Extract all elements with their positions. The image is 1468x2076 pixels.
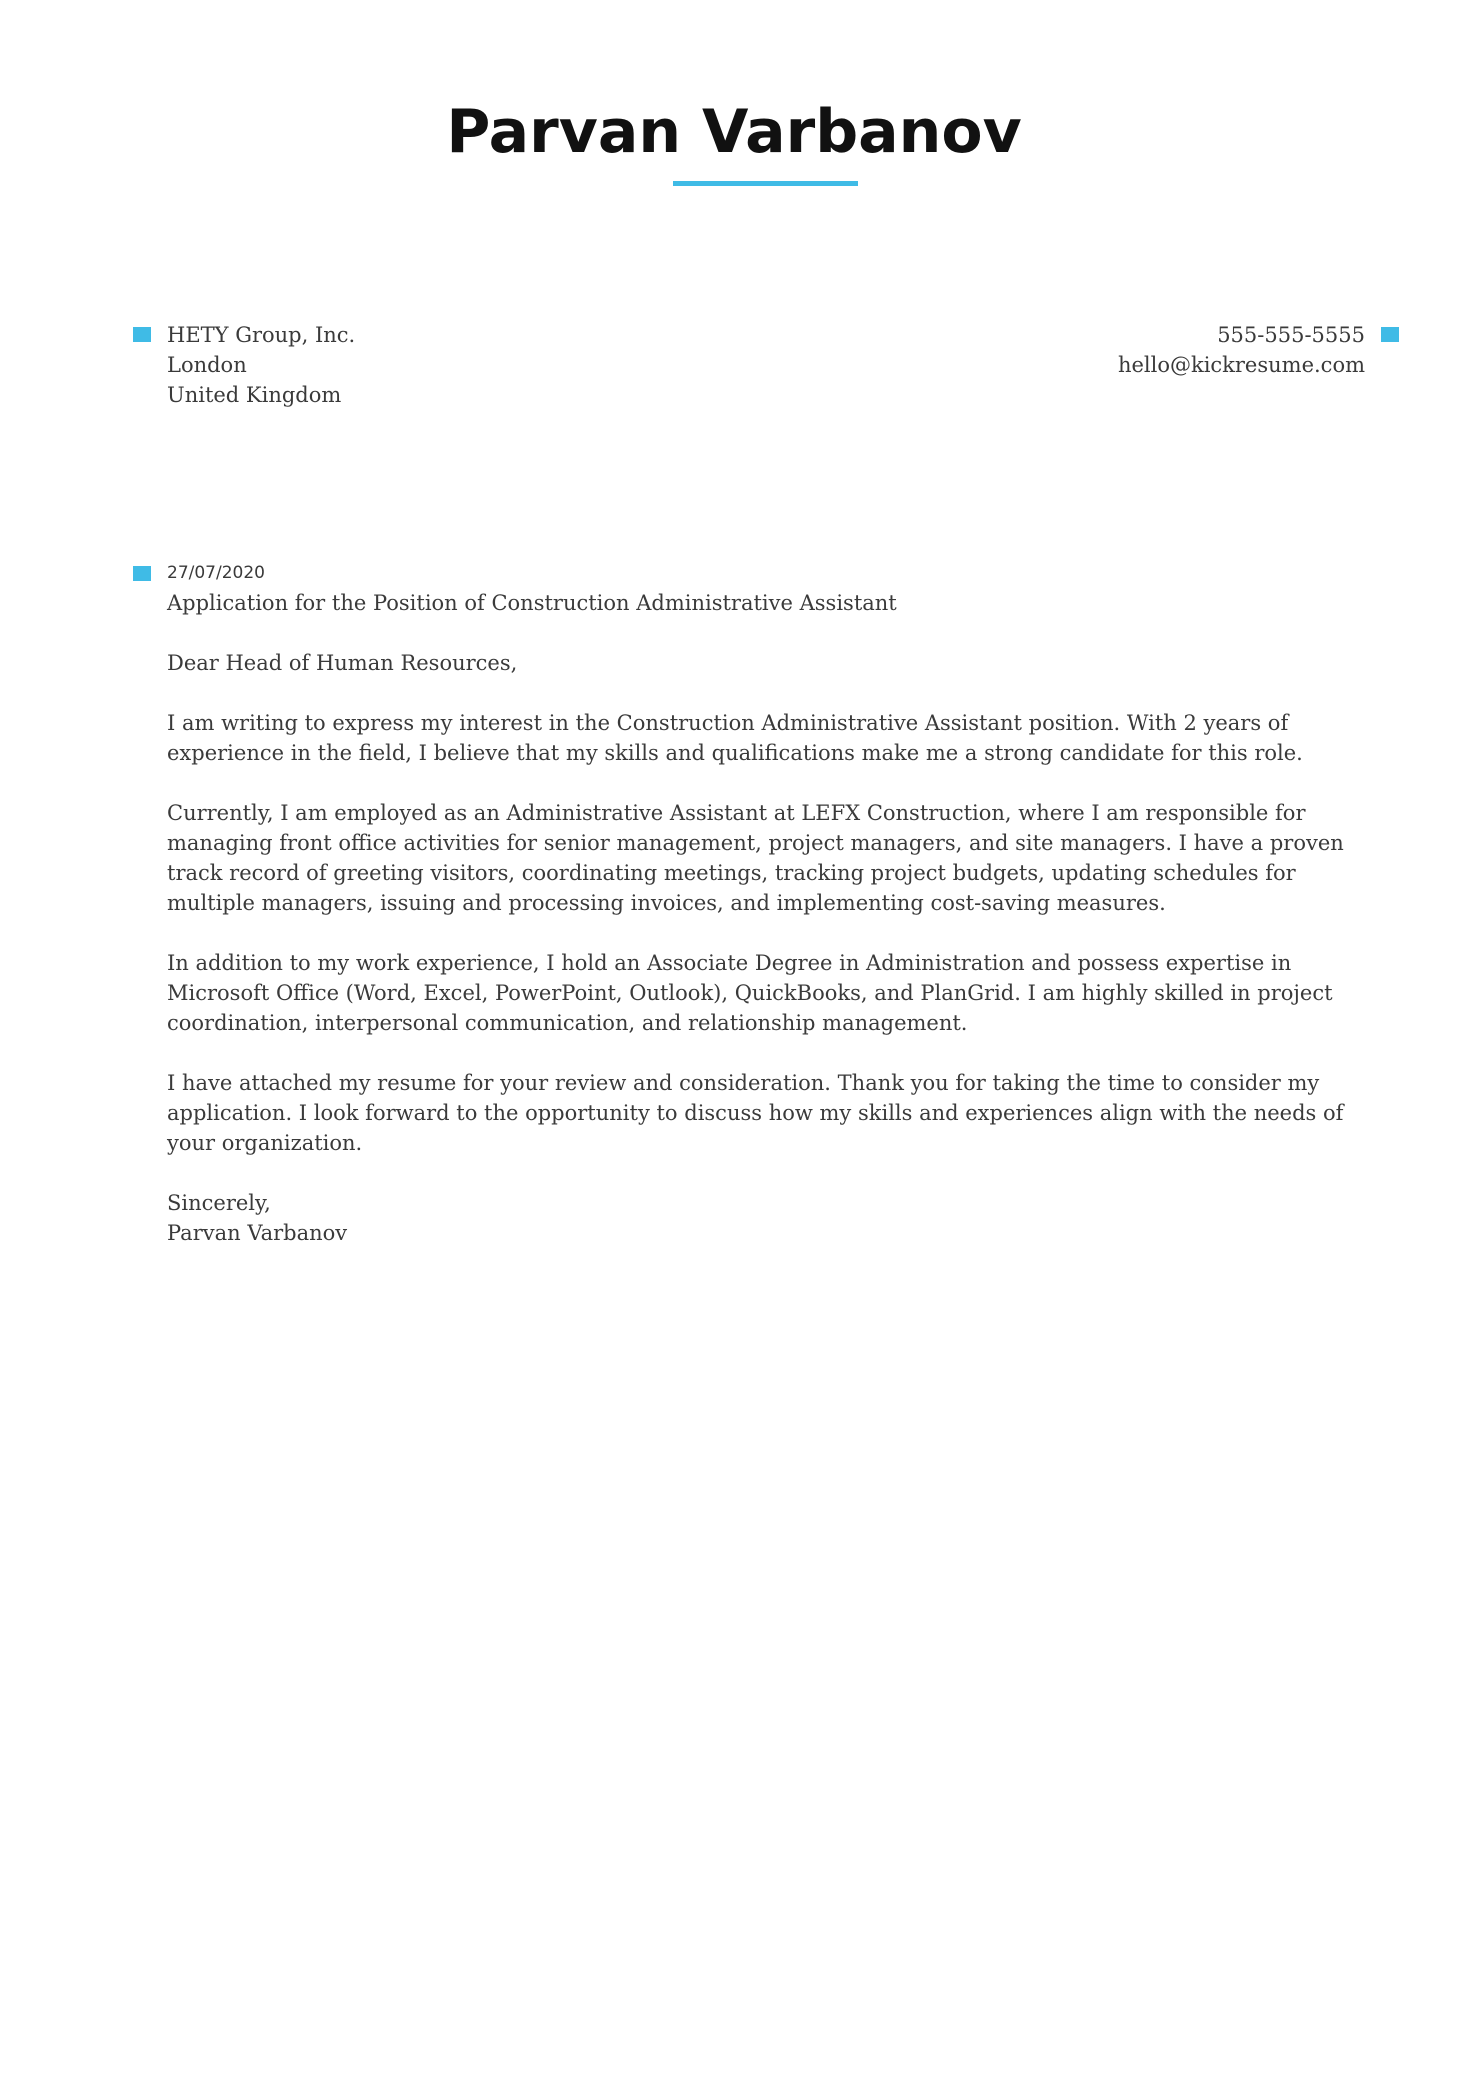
paragraph-line: coordination, interpersonal communication, and relationship management. (167, 1011, 968, 1035)
sender-phone[interactable]: 555-555-5555 (1217, 323, 1365, 347)
recipient-bullet-square-icon (133, 327, 151, 342)
letter-date: 27/07/2020 (167, 563, 265, 583)
paragraph-line: application. I look forward to the opportunity to discuss how my skills and experiences align with the needs of (167, 1101, 1344, 1125)
sender-email[interactable]: hello@kickresume.com (1117, 353, 1365, 377)
recipient-company: HETY Group, Inc. (167, 323, 356, 347)
paragraph-1 (167, 708, 1347, 768)
paragraph-4 (167, 1068, 1347, 1158)
paragraph-line: your organization. (167, 1131, 363, 1155)
letter-closing (167, 1188, 1347, 1248)
name-underline-divider (673, 181, 858, 186)
paragraph-3 (167, 948, 1347, 1038)
applicant-name-heading: Parvan Varbanov (446, 97, 1022, 167)
salutation-line: Dear Head of Human Resources, (167, 651, 518, 675)
paragraph-line: experience in the field, I believe that my skills and qualifications make me a strong candidate for this role. (167, 741, 1303, 765)
letter-salutation (167, 648, 1347, 678)
letter-body (167, 588, 1347, 1278)
sender-contact (1118, 320, 1365, 380)
letter-subject (167, 588, 1347, 618)
recipient-city: London (167, 353, 247, 377)
paragraph-line: Currently, I am employed as an Administrative Assistant at LEFX Construction, where I am responsible for (167, 801, 1306, 825)
subject-line: Application for the Position of Construction Administrative Assistant (167, 591, 897, 615)
recipient-address (167, 320, 355, 410)
paragraph-line: I have attached my resume for your review and consideration. Thank you for taking the time to consider my (167, 1071, 1320, 1095)
closing-line: Sincerely, (167, 1191, 271, 1215)
paragraph-2 (167, 798, 1347, 918)
signature-name: Parvan Varbanov (167, 1221, 348, 1245)
paragraph-line: In addition to my work experience, I hold an Associate Degree in Administration and possess expertise in (167, 951, 1292, 975)
paragraph-line: managing front office activities for senior management, project managers, and site managers. I have a proven (167, 831, 1344, 855)
paragraph-line: multiple managers, issuing and processing invoices, and implementing cost-saving measures. (167, 891, 1166, 915)
paragraph-line: I am writing to express my interest in the Construction Administrative Assistant position. With 2 years of (167, 711, 1289, 735)
recipient-country: United Kingdom (167, 383, 342, 407)
paragraph-line: Microsoft Office (Word, Excel, PowerPoint, Outlook), QuickBooks, and PlanGrid. I am highly skilled in project (167, 981, 1333, 1005)
contact-bullet-square-icon (1381, 327, 1399, 342)
date-bullet-square-icon (133, 566, 151, 581)
paragraph-line: track record of greeting visitors, coordinating meetings, tracking project budgets, updating schedules for (167, 861, 1296, 885)
